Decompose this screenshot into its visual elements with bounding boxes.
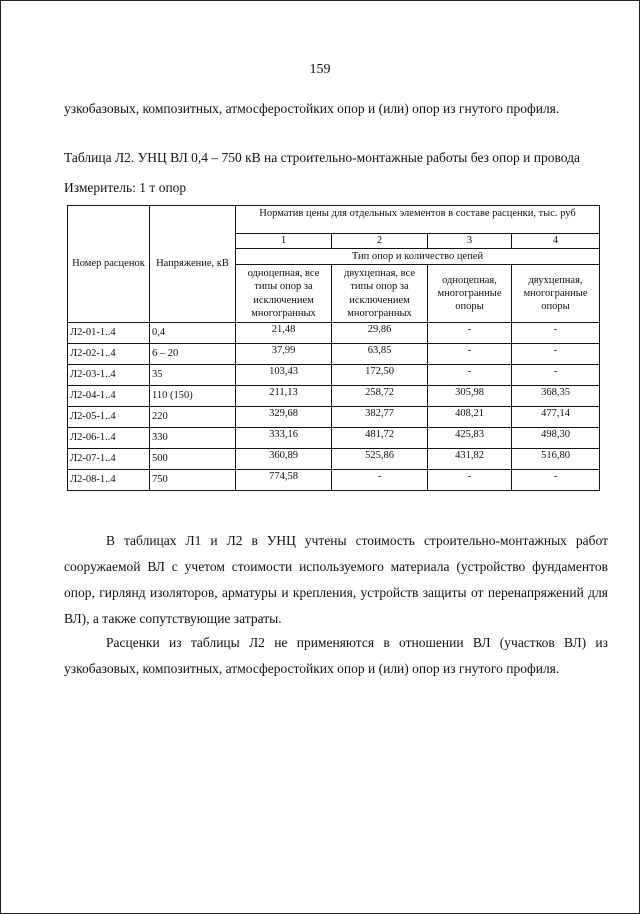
cell-value: - [512,470,600,491]
cell-value: 305,98 [428,386,512,407]
cell-code: Л2-05-1..4 [68,407,150,428]
header-voltage: Напряжение, кВ [150,206,236,323]
paragraph-exclusions: Расценки из таблицы Л2 не применяются в отношении ВЛ (участков ВЛ) из узкобазовых, композитных, атмосферостойких опор и (или) опор из гнутого профиля. [64,635,608,676]
header-subgroup: Тип опор и количество цепей [236,249,600,265]
cell-value: 360,89 [236,449,332,470]
cell-value: 258,72 [332,386,428,407]
rates-table [67,205,600,491]
cell-value: 498,30 [512,428,600,449]
cell-value: 481,72 [332,428,428,449]
cell-value: 516,80 [512,449,600,470]
cell-value: 333,16 [236,428,332,449]
continued-text: узкобазовых, композитных, атмосферостойких опор и (или) опор из гнутого профиля. [64,101,560,116]
cell-code: Л2-01-1..4 [68,323,150,344]
cell-code: Л2-06-1..4 [68,428,150,449]
cell-code: Л2-04-1..4 [68,386,150,407]
cell-value: 37,99 [236,344,332,365]
cell-value: 425,83 [428,428,512,449]
table-row [68,386,600,407]
cell-value: - [428,470,512,491]
cell-value: 103,43 [236,365,332,386]
cell-value: 368,35 [512,386,600,407]
table-row [68,449,600,470]
cell-voltage: 220 [150,407,236,428]
cell-code: Л2-03-1..4 [68,365,150,386]
cell-value: - [512,344,600,365]
table-row [68,407,600,428]
cell-value: 172,50 [332,365,428,386]
header-col-number: 2 [332,234,428,249]
cell-voltage: 6 – 20 [150,344,236,365]
cell-code: Л2-07-1..4 [68,449,150,470]
cell-value: 29,86 [332,323,428,344]
table-row [68,344,600,365]
cell-value: 431,82 [428,449,512,470]
header-type: двухцепная, все типы опор за исключением многогранных [332,265,428,323]
cell-value: 21,48 [236,323,332,344]
cell-voltage: 110 (150) [150,386,236,407]
cell-value: 525,86 [332,449,428,470]
cell-value: - [512,323,600,344]
table-row [68,323,600,344]
cell-value: - [332,470,428,491]
cell-value: - [428,323,512,344]
unit-line: Измеритель: 1 т опор [64,180,187,195]
header-type: одноцепная, многогранные опоры [428,265,512,323]
header-code: Номер расценок [68,206,150,323]
page-number: 159 [309,62,331,77]
header-type: двухцепная, многогранные опоры [512,265,600,323]
cell-value: 382,77 [332,407,428,428]
header-group: Норматив цены для отдельных элементов в составе расценки, тыс. руб [236,206,600,234]
table-caption: Таблица Л2. УНЦ ВЛ 0,4 – 750 кВ на строительно-монтажные работы без опор и провода [64,150,580,165]
cell-value: - [428,344,512,365]
cell-voltage: 330 [150,428,236,449]
table-row [68,428,600,449]
cell-code: Л2-02-1..4 [68,344,150,365]
cell-value: 211,13 [236,386,332,407]
cell-value: 63,85 [332,344,428,365]
cell-value: - [512,365,600,386]
cell-value: 774,58 [236,470,332,491]
header-col-number: 4 [512,234,600,249]
header-type: одноцепная, все типы опор за исключением многогранных [236,265,332,323]
table-row [68,365,600,386]
cell-voltage: 500 [150,449,236,470]
cell-voltage: 750 [150,470,236,491]
cell-value: 329,68 [236,407,332,428]
cell-voltage: 0,4 [150,323,236,344]
header-col-number: 1 [236,234,332,249]
cell-value: - [428,365,512,386]
cell-value: 477,14 [512,407,600,428]
cell-voltage: 35 [150,365,236,386]
cell-code: Л2-08-1..4 [68,470,150,491]
header-col-number: 3 [428,234,512,249]
paragraph-included-costs: В таблицах Л1 и Л2 в УНЦ учтены стоимость строительно-монтажных работ сооружаемой ВЛ с учетом стоимости используемого материала (устройство фундаментов опор, гирлянд изоляторов, арматуры и крепления, устройств защиты от перенапряжений для ВЛ), а также сопутствующие затраты. [64,533,608,626]
table-row [68,470,600,491]
cell-value: 408,21 [428,407,512,428]
